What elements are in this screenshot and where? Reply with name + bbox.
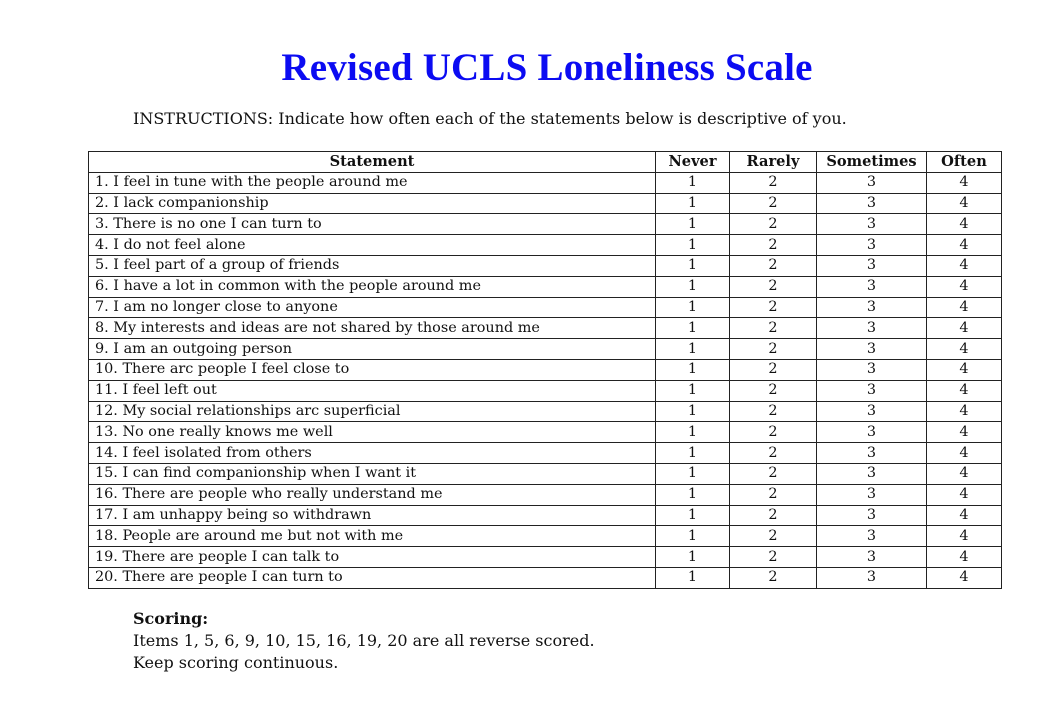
sometimes-value-cell: 3 xyxy=(817,567,927,588)
rarely-value-cell: 2 xyxy=(730,214,817,235)
rarely-value-cell: 2 xyxy=(730,359,817,380)
never-value-cell: 1 xyxy=(656,214,730,235)
never-value-cell: 1 xyxy=(656,276,730,297)
rarely-value-cell: 2 xyxy=(730,526,817,547)
page-title: Revised UCLS Loneliness Scale xyxy=(281,46,813,89)
often-value-cell: 4 xyxy=(927,297,1002,318)
rarely-value-cell: 2 xyxy=(730,172,817,193)
scoring-heading: Scoring: xyxy=(133,609,209,628)
table-row xyxy=(89,235,1002,256)
statement-cell: 10. There arc people I feel close to xyxy=(89,359,656,380)
sometimes-value-cell: 3 xyxy=(817,484,927,505)
rarely-value-cell: 2 xyxy=(730,255,817,276)
scoring-section xyxy=(133,608,595,674)
rarely-value-cell: 2 xyxy=(730,463,817,484)
sometimes-value-cell: 3 xyxy=(817,193,927,214)
often-value-cell: 4 xyxy=(927,443,1002,464)
never-value-cell: 1 xyxy=(656,401,730,422)
often-value-cell: 4 xyxy=(927,359,1002,380)
table-row xyxy=(89,401,1002,422)
rarely-value-cell: 2 xyxy=(730,318,817,339)
sometimes-value-cell: 3 xyxy=(817,547,927,568)
rarely-value-cell: 2 xyxy=(730,484,817,505)
table-row xyxy=(89,172,1002,193)
rarely-value-cell: 2 xyxy=(730,443,817,464)
sometimes-value-cell: 3 xyxy=(817,463,927,484)
sometimes-value-cell: 3 xyxy=(817,255,927,276)
statement-cell: 15. I can find companionship when I want it xyxy=(89,463,656,484)
header-rarely: Rarely xyxy=(730,152,817,173)
rarely-value-cell: 2 xyxy=(730,567,817,588)
table-row xyxy=(89,484,1002,505)
sometimes-value-cell: 3 xyxy=(817,214,927,235)
statement-cell: 16. There are people who really understand me xyxy=(89,484,656,505)
header-sometimes: Sometimes xyxy=(817,152,927,173)
often-value-cell: 4 xyxy=(927,255,1002,276)
rarely-value-cell: 2 xyxy=(730,339,817,360)
statement-cell: 9. I am an outgoing person xyxy=(89,339,656,360)
statement-cell: 8. My interests and ideas are not shared by those around me xyxy=(89,318,656,339)
table-row xyxy=(89,276,1002,297)
statement-cell: 19. There are people I can talk to xyxy=(89,547,656,568)
never-value-cell: 1 xyxy=(656,547,730,568)
never-value-cell: 1 xyxy=(656,463,730,484)
rarely-value-cell: 2 xyxy=(730,297,817,318)
often-value-cell: 4 xyxy=(927,172,1002,193)
header-statement: Statement xyxy=(89,152,656,173)
sometimes-value-cell: 3 xyxy=(817,443,927,464)
never-value-cell: 1 xyxy=(656,318,730,339)
scoring-line-reverse: Items 1, 5, 6, 9, 10, 15, 16, 19, 20 are all reverse scored. xyxy=(133,631,595,650)
never-value-cell: 1 xyxy=(656,505,730,526)
sometimes-value-cell: 3 xyxy=(817,318,927,339)
sometimes-value-cell: 3 xyxy=(817,339,927,360)
table-row xyxy=(89,567,1002,588)
sometimes-value-cell: 3 xyxy=(817,297,927,318)
statement-cell: 17. I am unhappy being so withdrawn xyxy=(89,505,656,526)
table-row xyxy=(89,505,1002,526)
never-value-cell: 1 xyxy=(656,443,730,464)
table-row xyxy=(89,463,1002,484)
often-value-cell: 4 xyxy=(927,276,1002,297)
sometimes-value-cell: 3 xyxy=(817,422,927,443)
table-row xyxy=(89,339,1002,360)
sometimes-value-cell: 3 xyxy=(817,526,927,547)
rarely-value-cell: 2 xyxy=(730,193,817,214)
sometimes-value-cell: 3 xyxy=(817,172,927,193)
table-row xyxy=(89,359,1002,380)
often-value-cell: 4 xyxy=(927,193,1002,214)
often-value-cell: 4 xyxy=(927,422,1002,443)
often-value-cell: 4 xyxy=(927,547,1002,568)
statement-cell: 20. There are people I can turn to xyxy=(89,567,656,588)
never-value-cell: 1 xyxy=(656,255,730,276)
table-row xyxy=(89,443,1002,464)
table-header-row xyxy=(89,152,1002,173)
never-value-cell: 1 xyxy=(656,380,730,401)
often-value-cell: 4 xyxy=(927,401,1002,422)
statement-cell: 18. People are around me but not with me xyxy=(89,526,656,547)
table-row xyxy=(89,214,1002,235)
header-never: Never xyxy=(656,152,730,173)
never-value-cell: 1 xyxy=(656,422,730,443)
often-value-cell: 4 xyxy=(927,380,1002,401)
often-value-cell: 4 xyxy=(927,339,1002,360)
table-row xyxy=(89,526,1002,547)
rarely-value-cell: 2 xyxy=(730,505,817,526)
never-value-cell: 1 xyxy=(656,567,730,588)
never-value-cell: 1 xyxy=(656,193,730,214)
sometimes-value-cell: 3 xyxy=(817,276,927,297)
statement-cell: 1. I feel in tune with the people around me xyxy=(89,172,656,193)
sometimes-value-cell: 3 xyxy=(817,235,927,256)
rarely-value-cell: 2 xyxy=(730,235,817,256)
instructions-text: INSTRUCTIONS: Indicate how often each of the statements below is descriptive of you. xyxy=(133,109,847,128)
statement-cell: 11. I feel left out xyxy=(89,380,656,401)
table-body xyxy=(89,172,1002,588)
header-often: Often xyxy=(927,152,1002,173)
loneliness-scale-table xyxy=(88,151,1002,589)
never-value-cell: 1 xyxy=(656,526,730,547)
often-value-cell: 4 xyxy=(927,214,1002,235)
often-value-cell: 4 xyxy=(927,484,1002,505)
statement-cell: 4. I do not feel alone xyxy=(89,235,656,256)
rarely-value-cell: 2 xyxy=(730,380,817,401)
often-value-cell: 4 xyxy=(927,526,1002,547)
rarely-value-cell: 2 xyxy=(730,547,817,568)
table-row xyxy=(89,422,1002,443)
statement-cell: 6. I have a lot in common with the people around me xyxy=(89,276,656,297)
often-value-cell: 4 xyxy=(927,235,1002,256)
statement-cell: 2. I lack companionship xyxy=(89,193,656,214)
table-row xyxy=(89,297,1002,318)
sometimes-value-cell: 3 xyxy=(817,380,927,401)
never-value-cell: 1 xyxy=(656,339,730,360)
sometimes-value-cell: 3 xyxy=(817,401,927,422)
statement-cell: 5. I feel part of a group of friends xyxy=(89,255,656,276)
never-value-cell: 1 xyxy=(656,359,730,380)
never-value-cell: 1 xyxy=(656,172,730,193)
table-row xyxy=(89,255,1002,276)
statement-cell: 14. I feel isolated from others xyxy=(89,443,656,464)
statement-cell: 12. My social relationships arc superficial xyxy=(89,401,656,422)
table-row xyxy=(89,380,1002,401)
often-value-cell: 4 xyxy=(927,567,1002,588)
rarely-value-cell: 2 xyxy=(730,422,817,443)
often-value-cell: 4 xyxy=(927,463,1002,484)
often-value-cell: 4 xyxy=(927,318,1002,339)
statement-cell: 3. There is no one I can turn to xyxy=(89,214,656,235)
never-value-cell: 1 xyxy=(656,235,730,256)
often-value-cell: 4 xyxy=(927,505,1002,526)
never-value-cell: 1 xyxy=(656,484,730,505)
sometimes-value-cell: 3 xyxy=(817,359,927,380)
never-value-cell: 1 xyxy=(656,297,730,318)
table-row xyxy=(89,547,1002,568)
table-row xyxy=(89,193,1002,214)
sometimes-value-cell: 3 xyxy=(817,505,927,526)
table-row xyxy=(89,318,1002,339)
statement-cell: 7. I am no longer close to anyone xyxy=(89,297,656,318)
rarely-value-cell: 2 xyxy=(730,276,817,297)
scoring-line-continuous: Keep scoring continuous. xyxy=(133,653,339,672)
statement-cell: 13. No one really knows me well xyxy=(89,422,656,443)
rarely-value-cell: 2 xyxy=(730,401,817,422)
